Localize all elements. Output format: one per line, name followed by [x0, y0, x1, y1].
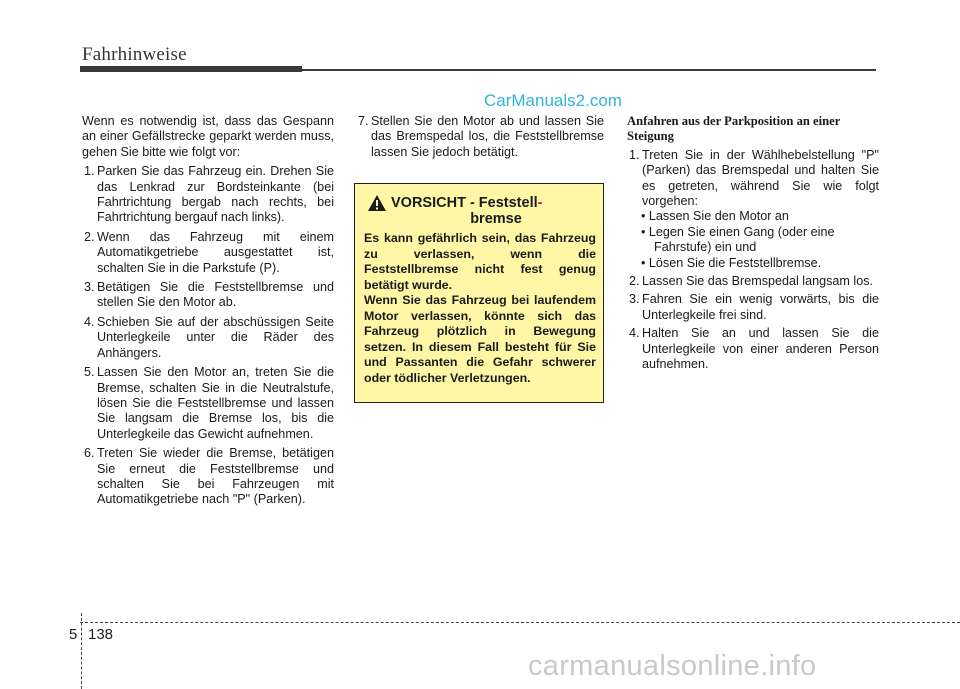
- list-item: 2. Wenn das Fahrzeug mit einem Automatikgetriebe ausgestattet ist, schalten Sie in die Parkstufe (P).: [84, 229, 334, 275]
- list-item: 3. Fahren Sie ein wenig vorwärts, bis die Unterlegkeile frei sind.: [629, 292, 879, 322]
- section-number: 5: [69, 626, 78, 643]
- caution-paragraph: Es kann gefährlich sein, das Fahrzeug zu verlassen, wenn die Feststellbremse nicht fest genug betätigt wurde.: [364, 231, 596, 292]
- bullet-item: • Lassen Sie den Motor an: [641, 209, 789, 224]
- footer-rule: [80, 622, 960, 623]
- caution-title: VORSICHT - Feststell- bremse: [391, 195, 543, 227]
- watermark-bottom: carmanualsonline.info: [528, 650, 817, 682]
- watermark-top: CarManuals2.com: [484, 91, 622, 110]
- caution-body: [364, 231, 596, 386]
- list-item: 6. Treten Sie wieder die Bremse, betätigen Sie erneut die Feststellbremse und schalten Sie bei Fahrzeugen mit Automatikgetriebe nach "P" (Parken).: [84, 446, 334, 507]
- column-right: [627, 114, 879, 373]
- page-number: 138: [88, 626, 114, 643]
- caution-paragraph: Wenn Sie das Fahrzeug bei laufendem Motor verlassen, könnte sich das Fahrzeug plötzlich in Bewegung setzen. In diesem Fall besteht für Sie und Passanten die Gefahr schwerer oder tödlicher Verletzungen.: [364, 293, 596, 385]
- list-item: 7. Stellen Sie den Motor ab und lassen Sie das Bremspedal los, die Feststellbremse lassen Sie jedoch betätigt.: [358, 114, 604, 159]
- list-item: 4. Halten Sie an und lassen Sie die Unterlegkeile von einer anderen Person aufnehmen.: [629, 326, 879, 372]
- page-header-title: Fahrhinweise: [82, 44, 187, 65]
- column-middle: [356, 114, 604, 160]
- bullet-item: • Legen Sie einen Gang (oder eine Fahrstufe) ein und: [641, 224, 835, 255]
- header-bar: [80, 66, 302, 72]
- caution-box: [354, 183, 604, 403]
- warning-triangle-icon: [367, 194, 387, 212]
- header-rule: [302, 69, 876, 71]
- list-item: 2. Lassen Sie das Bremspedal langsam los.: [629, 274, 874, 289]
- list-item: 1. Parken Sie das Fahrzeug ein. Drehen Sie das Lenkrad zur Bordsteinkante (bei Fahrtrichtung bergab nach rechts, bei Fahrtrichtung bergauf nach links).: [84, 164, 334, 225]
- column-left: [82, 114, 334, 508]
- bullet-item: • Lösen Sie die Feststellbremse.: [641, 255, 822, 270]
- list-item: 1. Treten Sie in der Wählhebelstellung "P" (Parken) das Bremspedal und halten Sie es getreten, während Sie wie folgt vorgehen:: [629, 147, 879, 209]
- footer-divider: [81, 613, 82, 689]
- list-item: 5. Lassen Sie den Motor an, treten Sie die Bremse, schalten Sie in die Neutralstufe, lösen Sie die Feststellbremse und lassen Sie langsam die Bremse los, bis die Unterlegkeile das Gewicht aufnehmen.: [84, 365, 334, 441]
- section-heading: Anfahren aus der Parkposition an einer Steigung: [627, 114, 841, 144]
- intro-paragraph: Wenn es notwendig ist, dass das Gespann an einer Gefällstrecke geparkt werden muss, gehen Sie bitte wie folgt vor:: [82, 114, 334, 159]
- title-hyphen: -: [537, 195, 543, 211]
- list-item: 3. Betätigen Sie die Feststellbremse und stellen Sie den Motor ab.: [84, 280, 334, 310]
- list-item: 4. Schieben Sie auf der abschüssigen Seite Unterlegkeile unter die Räder des Anhängers.: [84, 314, 334, 360]
